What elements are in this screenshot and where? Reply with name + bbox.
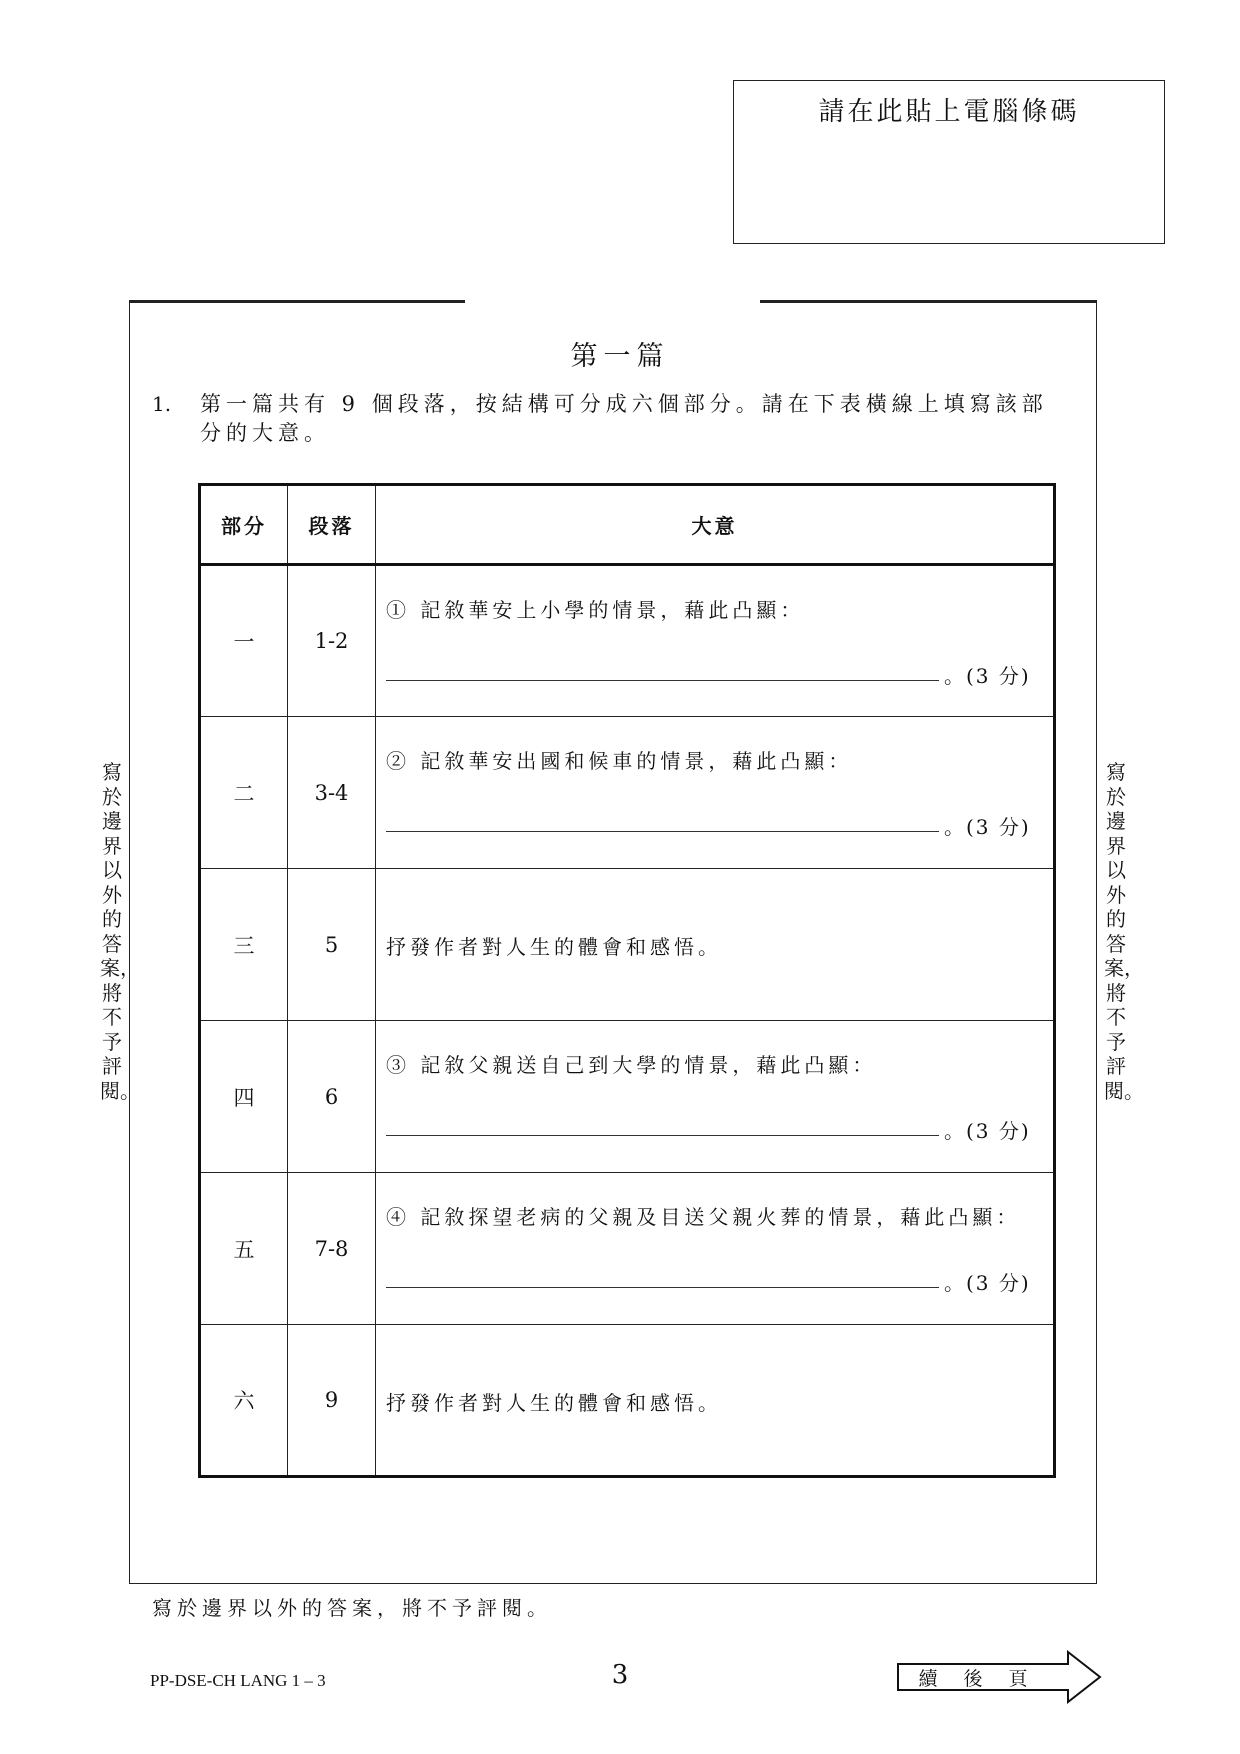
answer-line[interactable] [386, 1135, 939, 1136]
paragraph-cell: 6 [288, 1021, 376, 1173]
idea-text: 抒發作者對人生的體會和感悟。 [386, 935, 722, 959]
next-page-label: 續後頁 [918, 1668, 1054, 1690]
header-part: 部分 [200, 485, 288, 565]
idea-prompt: ③ 記敘父親送自己到大學的情景，藉此凸顯： [386, 1053, 877, 1077]
right-margin-note: 寫於邊界以外的答案，將不予評閱。 [1104, 760, 1144, 1103]
idea-cell [376, 717, 1055, 869]
marks-label: 。(3 分) [944, 664, 1031, 688]
table-row [200, 1173, 1055, 1325]
marks-label: 。(3 分) [944, 1119, 1031, 1143]
paragraph-cell: 9 [288, 1325, 376, 1477]
part-cell: 六 [200, 1325, 288, 1477]
left-margin-note: 寫於邊界以外的答案，將不予評閱。 [100, 760, 140, 1103]
table-row [200, 565, 1055, 717]
idea-cell [376, 1021, 1055, 1173]
part-cell: 五 [200, 1173, 288, 1325]
header-paragraph: 段落 [288, 485, 376, 565]
summary-table [198, 483, 1056, 1478]
idea-cell [376, 869, 1055, 1021]
idea-text: 抒發作者對人生的體會和感悟。 [386, 1391, 722, 1415]
next-page-indicator [896, 1650, 1102, 1704]
section-title: 第一篇 [570, 341, 670, 372]
paragraph-cell: 7-8 [288, 1173, 376, 1325]
table-header-row [200, 485, 1055, 565]
paragraph-cell: 3-4 [288, 717, 376, 869]
table-row [200, 1021, 1055, 1173]
answer-line[interactable] [386, 1287, 939, 1288]
marks-label: 。(3 分) [944, 815, 1031, 839]
answer-line[interactable] [386, 831, 939, 832]
table-row [200, 717, 1055, 869]
part-cell: 一 [200, 565, 288, 717]
part-cell: 二 [200, 717, 288, 869]
bottom-margin-note: 寫於邊界以外的答案，將不予評閱。 [152, 1596, 552, 1620]
table-row [200, 1325, 1055, 1477]
table-row [200, 869, 1055, 1021]
marks-label: 。(3 分) [944, 1271, 1031, 1295]
barcode-box [733, 80, 1165, 244]
paragraph-cell: 5 [288, 869, 376, 1021]
frame-top-gap [465, 298, 760, 306]
paper-code: PP-DSE-CH LANG 1 – 3 [150, 1671, 326, 1690]
part-cell: 三 [200, 869, 288, 1021]
header-idea: 大意 [376, 485, 1055, 565]
idea-cell [376, 1325, 1055, 1477]
idea-prompt: ① 記敘華安上小學的情景，藉此凸顯： [386, 598, 805, 622]
answer-line[interactable] [386, 680, 939, 681]
part-cell: 四 [200, 1021, 288, 1173]
idea-cell [376, 565, 1055, 717]
idea-prompt: ④ 記敘探望老病的父親及目送父親火葬的情景，藉此凸顯： [386, 1205, 1021, 1229]
page-number: 3 [611, 1660, 629, 1690]
idea-cell [376, 1173, 1055, 1325]
question-text: 第一篇共有 9 個段落，按結構可分成六個部分。請在下表橫線上填寫該部分的大意。 [200, 392, 1048, 445]
idea-prompt: ② 記敘華安出國和候車的情景，藉此凸顯： [386, 749, 853, 773]
question-number: 1. [152, 392, 172, 416]
paragraph-cell: 1-2 [288, 565, 376, 717]
barcode-label: 請在此貼上電腦條碼 [818, 97, 1080, 127]
